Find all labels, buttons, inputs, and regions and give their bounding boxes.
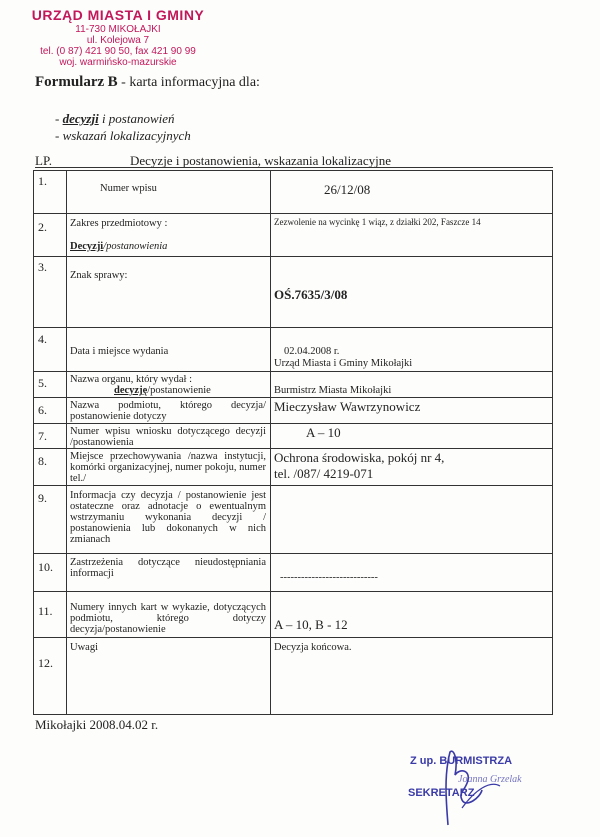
row-number: 12. [38,656,53,670]
row-label: Numer wpisu [100,183,157,194]
row-label: Numery innych kart w wykazie, dotyczących podmiotu, którego dotyczy decyzja/postanowienie [70,602,266,635]
row-label: Uwagi [70,642,98,653]
table-row [34,398,552,424]
lp-label: LP. [35,153,52,168]
row-label: Zakres przedmiotowy : [70,218,168,229]
stamp-line-1: URZĄD MIASTA I GMINY [31,7,205,23]
row-number: 2. [38,220,47,234]
row-number: 3. [38,260,47,274]
signature-prefix: Z up. BURMISTRZA [410,755,513,767]
row-number: 6. [38,403,47,417]
row-number: 1. [38,174,47,188]
row-number: 9. [38,491,47,505]
row-number: 8. [38,454,47,468]
row-value: OŚ.7635/3/08 [274,287,348,302]
table-title: Decyzje i postanowienia, wskazania lokalizacyjne [130,153,391,168]
row-value-2: Urząd Miasta i Gminy Mikołajki [274,358,413,369]
signature-stamp [400,750,570,830]
stamp-line-4: tel. (0 87) 421 90 50, fax 421 90 99 [40,46,196,58]
row-number: 5. [38,376,47,390]
row-label: Miejsce przechowywania /nazwa instytucji, komórki organizacyjnej, numer pokoju, numer tel./ [70,451,266,484]
row-label: Informacja czy decyzja / postanowienie jest ostateczne oraz adnotacje o ewentualnym wstrzymaniu wykonania decyzji / postanowienia lub dokonanych w nich zmianach [70,490,266,545]
form-scope-list [55,110,191,144]
form-title-prefix: Formularz [35,74,105,90]
row-value: 26/12/08 [324,182,371,197]
table-row [34,328,552,372]
scope-item1-rest: i postanowień [98,111,175,126]
signature-scribble-icon [400,750,570,830]
row-value: Burmistrz Miasta Mikołajki [274,385,392,396]
row-value: A – 10 [306,425,341,440]
row-label-sub: decyzję/postanowienie [114,385,211,396]
row-value: Zezwolenie na wycinkę 1 wiąz, z działki 202, Faszcze 14 [274,217,481,227]
stamp-line-2: 11-730 MIKOŁAJKI [75,23,161,35]
table-row [34,554,552,592]
info-table [33,170,553,715]
row-value: Ochrona środowiska, pokój nr 4, [274,450,445,465]
row-label: Nazwa podmiotu, którego decyzja/ postanowienie dotyczy [70,400,266,422]
row-label: Nazwa organu, który wydał : [70,374,192,385]
stamp-line-3: ul. Kolejowa 7 [86,34,150,46]
form-title-rest: - karta informacyjna dla: [121,75,260,90]
row-value: ---------------------------- [280,572,378,583]
row-number: 10. [38,560,53,574]
signature-role: SEKRETARZ [408,787,475,799]
scope-underlined: decyzji [62,111,99,126]
table-row [34,257,552,328]
form-heading [35,74,260,91]
table-row [34,592,552,638]
place-date: Mikołajki 2008.04.02 r. [35,717,159,732]
row-number: 11. [38,604,53,618]
table-row [34,171,552,214]
scope-dash: - [55,111,63,126]
row-number: 4. [38,332,47,346]
title-rule [35,167,553,168]
table-row [34,486,552,554]
scope-item-decisions [55,110,191,127]
table-row [34,638,552,714]
row-label: Numer wpisu wniosku dotyczącego decyzji /postanowienia [70,426,266,448]
row-value: Decyzja końcowa. [274,642,352,653]
row-number: 7. [38,429,47,443]
row-value-2: tel. /087/ 4219-071 [274,466,374,481]
form-title-letter: B [107,74,118,90]
scope-item-location: - wskazań lokalizacyjnych [55,128,191,143]
row-label: Data i miejsce wydania [70,346,169,357]
table-row [34,424,552,449]
row-value: 02.04.2008 r. [284,346,340,357]
row-label-sub: Decyzji/postanowienia [70,241,168,252]
table-row [34,214,552,257]
row-value: A – 10, B - 12 [274,617,348,632]
office-stamp [18,8,218,68]
signature-name: Joanna Grzelak [458,774,522,785]
table-row [34,449,552,486]
stamp-line-5: woj. warmińsko-mazurskie [59,57,177,69]
row-label: Znak sprawy: [70,270,128,281]
row-label: Zastrzeżenia dotyczące nieudostępniania informacji [70,557,266,579]
table-row [34,372,552,398]
row-value: Mieczysław Wawrzynowicz [274,399,421,414]
